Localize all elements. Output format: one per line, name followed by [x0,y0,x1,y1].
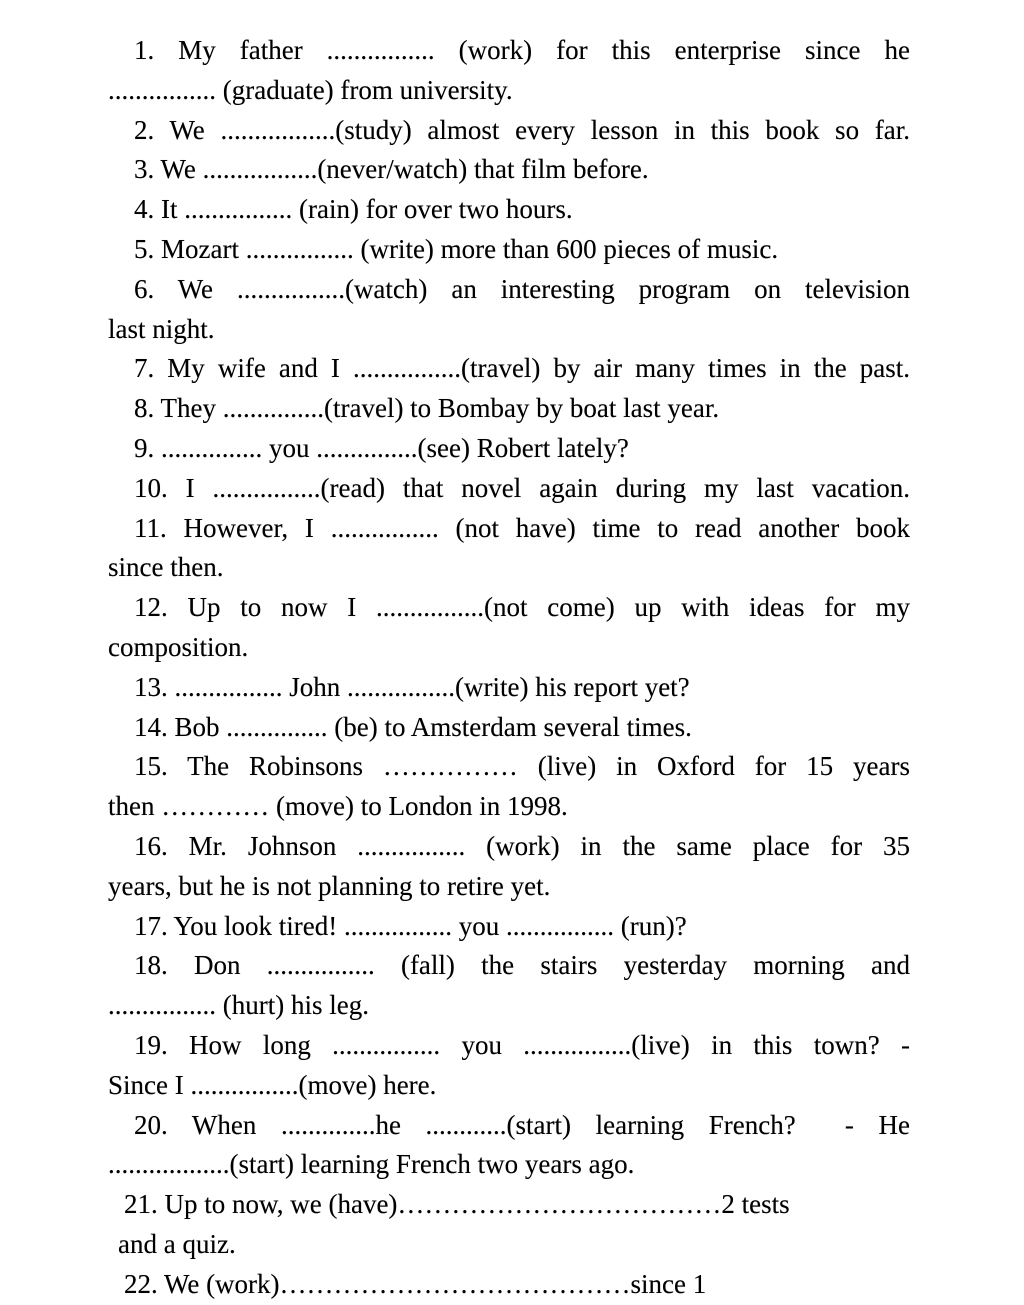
text-line-26: 19. How long ................ you ................(live) in this town? - [134,1029,910,1060]
text-line-2: ................ (graduate) from university. [108,74,513,105]
text-line-4: 3. We .................(never/watch) that film before. [134,154,649,185]
text-line-15: 12. Up to now I ................(not come) up with ideas for my [134,592,910,623]
text-line-32: 22. We (work)…………………………………since 1 [124,1268,707,1299]
text-line-9: 7. My wife and I ................(travel) by air many times in the past. [134,353,910,384]
text-line-21: 16. Mr. Johnson ................ (work) in the same place for 35 [134,830,910,861]
text-line-1: 1. My father ................ (work) for this enterprise since he [134,35,910,65]
text-line-16: composition. [108,631,249,662]
text-line-19: 15. The Robinsons …………… (live) in Oxford for 15 years [134,751,910,782]
text-line-17: 13. ................ John ................(write) his report yet? [134,671,690,702]
text-line-23: 17. You look tired! ................ you ................ (run)? [134,910,687,941]
text-line-5: 4. It ................ (rain) for over two hours. [134,194,573,225]
text-line-8: last night. [108,313,215,344]
text-line-31: and a quiz. [118,1228,236,1259]
text-line-6: 5. Mozart ................ (write) more than 600 pieces of music. [134,233,779,264]
exercise-text-block [108,31,910,1305]
text-line-24: 18. Don ................ (fall) the stairs yesterday morning and [134,950,910,981]
text-line-11: 9. ............... you ...............(see) Robert lately? [134,432,629,463]
text-line-27: Since I ................(move) here. [108,1069,437,1100]
text-line-12: 10. I ................(read) that novel again during my last vacation. [134,472,910,503]
text-line-28: 20. When ..............he ............(start) learning French? - He [134,1109,910,1140]
text-line-14: since then. [108,552,224,583]
text-line-25: ................ (hurt) his leg. [108,990,369,1021]
text-line-22: years, but he is not planning to retire yet. [108,870,551,901]
text-line-29: ..................(start) learning French two years ago. [108,1149,635,1180]
text-line-7: 6. We ................(watch) an interesting program on television [134,273,910,304]
text-line-30: 21. Up to now, we (have)………………………………2 tests [124,1189,790,1220]
text-line-3: 2. We .................(study) almost every lesson in this book so far. [134,114,910,145]
text-line-10: 8. They ...............(travel) to Bombay by boat last year. [134,393,720,424]
text-line-20: then ………… (move) to London in 1998. [108,791,568,822]
text-line-18: 14. Bob ............... (be) to Amsterdam several times. [134,711,692,742]
text-line-13: 11. However, I ................ (not have) time to read another book [134,512,910,543]
